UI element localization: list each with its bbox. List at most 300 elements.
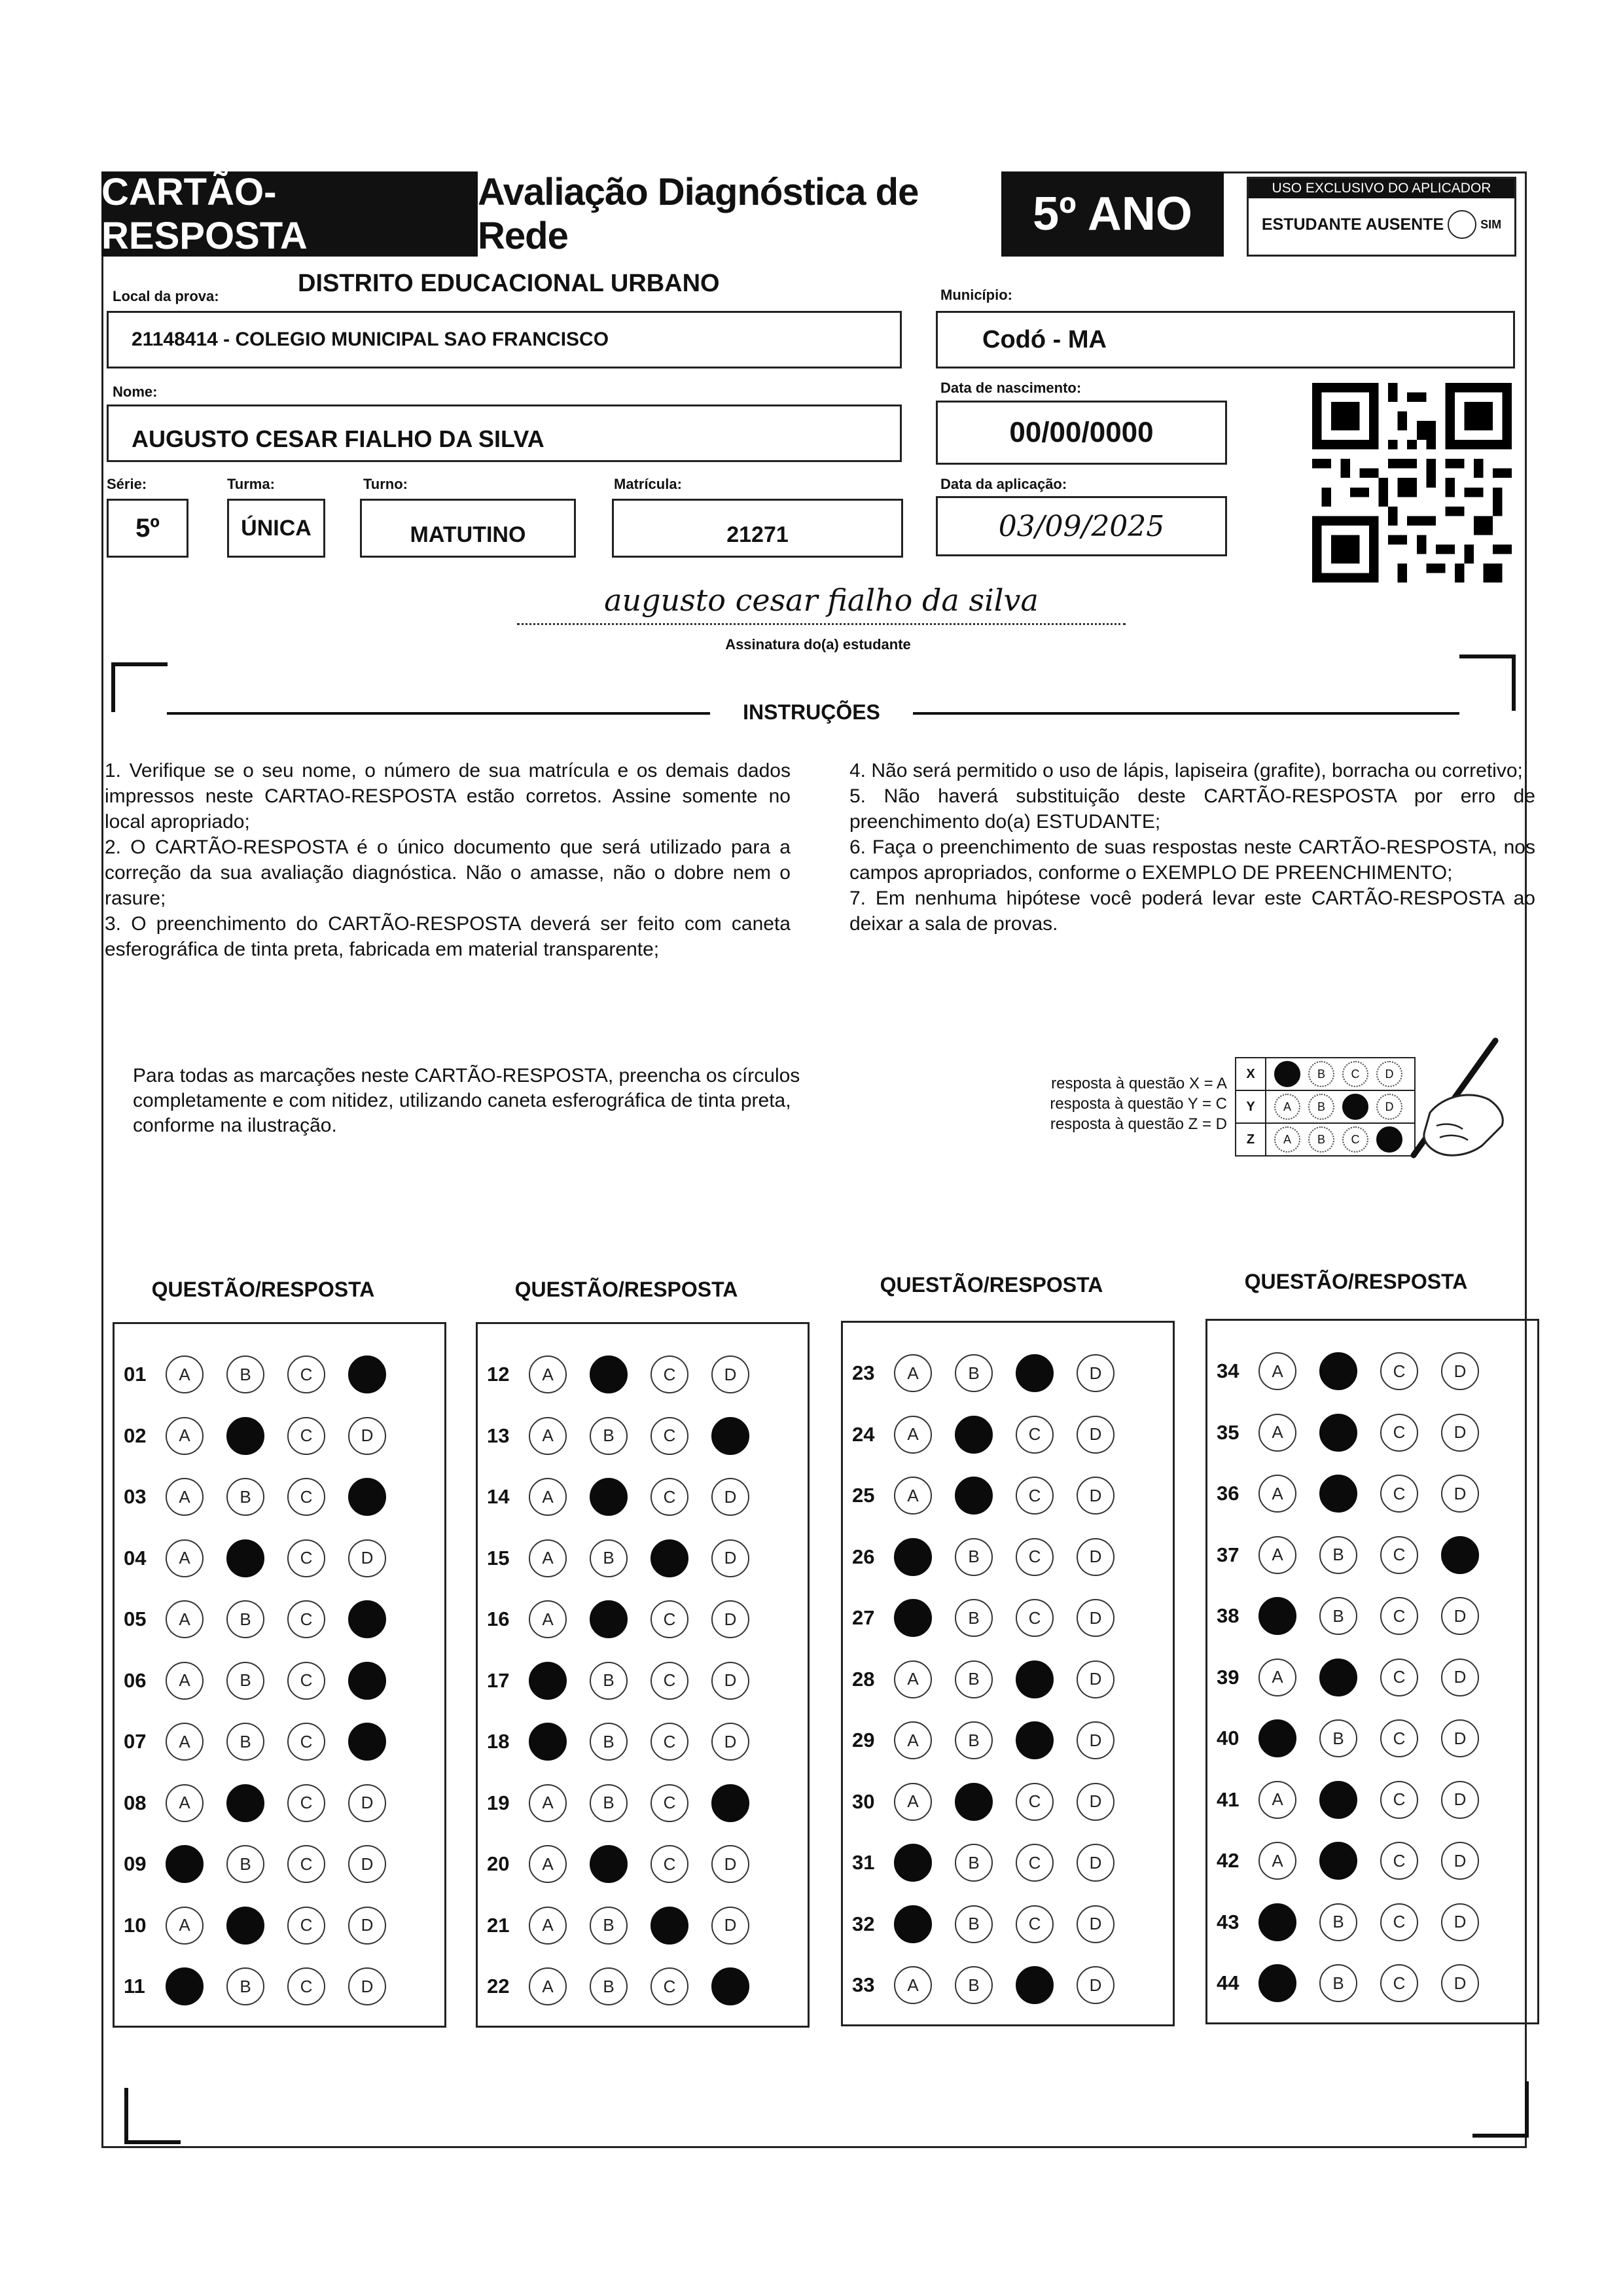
answer-bubble-c[interactable]: C <box>287 1539 325 1577</box>
answer-bubble-b[interactable]: B <box>590 1784 628 1822</box>
question-number: 42 <box>1217 1849 1240 1872</box>
answer-bubble-c[interactable]: C <box>1016 1599 1054 1637</box>
answer-bubble-c[interactable]: C <box>287 1417 325 1455</box>
answer-bubble-c[interactable]: C <box>287 1355 325 1393</box>
question-number: 24 <box>852 1422 875 1446</box>
answer-bubble-b[interactable] <box>1319 1475 1357 1513</box>
serie-label: Série: <box>107 476 147 492</box>
example-line-z: resposta à questão Z = D <box>1050 1115 1227 1133</box>
answer-bubble-d[interactable]: D <box>1077 1538 1115 1576</box>
question-row <box>843 1473 1173 1518</box>
answer-bubble-a[interactable] <box>166 1845 204 1883</box>
answer-bubble-c[interactable]: C <box>1380 1352 1418 1390</box>
answer-bubble-d[interactable]: D <box>711 1478 749 1516</box>
answer-column-title: QUESTÃO/RESPOSTA <box>1244 1270 1468 1293</box>
answer-bubble-d[interactable]: D <box>1441 1414 1479 1452</box>
answer-bubble-a[interactable]: A <box>894 1416 932 1454</box>
question-row <box>843 1840 1173 1886</box>
answer-bubble-d[interactable] <box>348 1723 386 1761</box>
answer-bubble-a[interactable]: A <box>166 1539 204 1577</box>
answer-bubble-b[interactable]: B <box>590 1723 628 1761</box>
assessment-name: Avaliação Diagnóstica de Rede <box>478 171 1001 257</box>
answer-bubble-b[interactable]: B <box>1319 1719 1357 1757</box>
answer-bubble-d[interactable]: D <box>1077 1354 1115 1392</box>
question-number: 36 <box>1217 1482 1240 1505</box>
answer-bubble-b[interactable] <box>955 1416 993 1454</box>
answer-bubble-d[interactable] <box>711 1417 749 1455</box>
answer-bubble-c[interactable]: C <box>1380 1475 1418 1513</box>
pen-hand-icon <box>1384 1034 1508 1172</box>
answer-bubble-d[interactable]: D <box>1441 1781 1479 1819</box>
answer-bubble-d[interactable]: D <box>711 1355 749 1393</box>
answer-bubble-b[interactable]: B <box>226 1845 264 1883</box>
question-row <box>478 1658 808 1704</box>
instructions-left <box>105 758 791 962</box>
question-number: 43 <box>1217 1910 1240 1933</box>
answer-bubble-c[interactable]: C <box>1380 1964 1418 2002</box>
answer-bubble-b[interactable]: B <box>955 1721 993 1759</box>
answer-bubble-c[interactable]: C <box>651 1600 688 1638</box>
question-row <box>478 1413 808 1459</box>
answer-bubble-b[interactable] <box>955 1783 993 1821</box>
answer-bubble-c[interactable] <box>1016 1721 1054 1759</box>
turno-label: Turno: <box>363 476 408 492</box>
answer-bubble-a[interactable] <box>894 1538 932 1576</box>
question-number: 20 <box>487 1852 510 1875</box>
question-number: 23 <box>852 1361 875 1384</box>
answer-bubble-d[interactable]: D <box>348 1784 386 1822</box>
answer-bubble-c[interactable]: C <box>287 1967 325 2005</box>
nascimento-field: 00/00/0000 <box>936 401 1227 465</box>
example-bubble-c <box>1342 1094 1368 1120</box>
answer-bubble-c[interactable] <box>1016 1354 1054 1392</box>
answer-bubble-a[interactable] <box>894 1599 932 1637</box>
answer-bubble-d[interactable]: D <box>711 1662 749 1700</box>
answer-bubble-c[interactable]: C <box>1016 1538 1054 1576</box>
example-legend <box>1008 1073 1227 1134</box>
answer-bubble-a[interactable]: A <box>166 1907 204 1945</box>
answer-bubble-c[interactable]: C <box>1380 1719 1418 1757</box>
answer-bubble-b[interactable] <box>1319 1781 1357 1819</box>
question-number: 16 <box>487 1607 510 1630</box>
answer-bubble-d[interactable] <box>348 1600 386 1638</box>
answer-bubble-c[interactable]: C <box>651 1967 688 2005</box>
question-row <box>115 1596 444 1642</box>
answer-bubble-a[interactable]: A <box>1258 1536 1296 1574</box>
municipio-label: Município: <box>940 287 1012 303</box>
answer-bubble-a[interactable]: A <box>166 1478 204 1516</box>
answer-bubble-d[interactable]: D <box>1441 1964 1479 2002</box>
answer-bubble-d[interactable]: D <box>711 1600 749 1638</box>
answer-bubble-c[interactable]: C <box>287 1907 325 1945</box>
question-row <box>1207 1960 1537 2006</box>
answer-bubble-b[interactable]: B <box>590 1417 628 1455</box>
answer-bubble-a[interactable]: A <box>894 1966 932 2004</box>
question-number: 44 <box>1217 1971 1240 1994</box>
question-row <box>1207 1532 1537 1578</box>
question-number: 19 <box>487 1791 510 1814</box>
question-number: 09 <box>124 1852 147 1875</box>
local-value: DISTRITO EDUCACIONAL URBANO <box>298 270 720 297</box>
signature-label: Assinatura do(a) estudante <box>725 636 911 653</box>
nome-label: Nome: <box>113 384 158 400</box>
question-row <box>478 1964 808 2009</box>
answer-bubble-a[interactable]: A <box>166 1662 204 1700</box>
grade-label: 5º ANO <box>1001 171 1224 257</box>
answer-bubble-b[interactable] <box>1319 1659 1357 1696</box>
answer-bubble-c[interactable]: C <box>1016 1416 1054 1454</box>
question-row <box>478 1474 808 1520</box>
question-row <box>478 1841 808 1887</box>
answer-bubble-a[interactable] <box>529 1723 567 1761</box>
example-bubble-d: D <box>1376 1061 1402 1087</box>
answer-bubble-a[interactable]: A <box>894 1721 932 1759</box>
question-row <box>843 1534 1173 1580</box>
answer-bubble-c[interactable]: C <box>651 1662 688 1700</box>
question-row <box>115 1474 444 1520</box>
answer-bubble-d[interactable]: D <box>1441 1597 1479 1635</box>
instruction-3: 3. O preenchimento do CARTÃO-RESPOSTA deverá ser feito com caneta esferográfica de tinta preta, fabricada em material transparente; <box>105 913 791 960</box>
answer-bubble-c[interactable] <box>1016 1660 1054 1698</box>
question-number: 37 <box>1217 1543 1240 1566</box>
question-number: 22 <box>487 1975 510 1998</box>
answer-bubble-b[interactable]: B <box>226 1355 264 1393</box>
question-row <box>115 1780 444 1826</box>
answer-bubble-d[interactable]: D <box>711 1845 749 1883</box>
turma-field: ÚNICA <box>227 499 325 558</box>
aplicacao-label: Data da aplicação: <box>940 476 1067 492</box>
answer-bubble-a[interactable] <box>166 1967 204 2005</box>
absent-option: SIM <box>1480 217 1502 231</box>
answer-column-1 <box>113 1322 446 2028</box>
answer-bubble-b[interactable]: B <box>1319 1903 1357 1941</box>
answer-bubble-d[interactable]: D <box>1441 1352 1479 1390</box>
question-row <box>1207 1348 1537 1394</box>
answer-bubble-b[interactable]: B <box>955 1354 993 1392</box>
answer-bubble-b[interactable] <box>226 1539 264 1577</box>
example-bubble-c: C <box>1342 1126 1368 1153</box>
admin-box <box>1247 177 1516 257</box>
answer-bubble-a[interactable]: A <box>166 1784 204 1822</box>
answer-bubble-b[interactable]: B <box>226 1967 264 2005</box>
answer-bubble-a[interactable]: A <box>166 1600 204 1638</box>
example-row-label: Y <box>1235 1090 1266 1124</box>
answer-bubble-b[interactable] <box>590 1845 628 1883</box>
answer-bubble-c[interactable]: C <box>287 1600 325 1638</box>
answer-bubble-d[interactable] <box>348 1355 386 1393</box>
answer-bubble-a[interactable] <box>1258 1597 1296 1635</box>
answer-bubble-d[interactable]: D <box>1077 1783 1115 1821</box>
question-number: 11 <box>124 1975 145 1998</box>
answer-bubble-a[interactable]: A <box>1258 1781 1296 1819</box>
answer-bubble-b[interactable]: B <box>1319 1597 1357 1635</box>
answer-bubble-b[interactable]: B <box>955 1599 993 1637</box>
question-number: 03 <box>124 1485 147 1508</box>
example-bubble-b: B <box>1308 1094 1334 1120</box>
answer-bubble-b[interactable] <box>226 1417 264 1455</box>
answer-bubble-c[interactable]: C <box>651 1355 688 1393</box>
answer-bubble-d[interactable] <box>348 1478 386 1516</box>
answer-bubble-a[interactable]: A <box>1258 1659 1296 1696</box>
answer-column-title: QUESTÃO/RESPOSTA <box>514 1278 738 1301</box>
instruction-2: 2. O CARTÃO-RESPOSTA é o único documento que será utilizado para a correção da sua avaliação diagnóstica. Não o amasse, não o dobre nem o rasure; <box>105 836 791 909</box>
answer-bubble-c[interactable]: C <box>651 1417 688 1455</box>
answer-bubble-c[interactable]: C <box>1380 1659 1418 1696</box>
answer-bubble-d[interactable]: D <box>1441 1659 1479 1696</box>
answer-bubble-a[interactable]: A <box>529 1539 567 1577</box>
answer-bubble-a[interactable]: A <box>894 1477 932 1515</box>
question-row <box>1207 1899 1537 1945</box>
answer-bubble-d[interactable] <box>1441 1536 1479 1574</box>
nome-field: AUGUSTO CESAR FIALHO DA SILVA <box>107 404 902 462</box>
answer-bubble-b[interactable]: B <box>955 1844 993 1882</box>
answer-bubble-b[interactable]: B <box>1319 1536 1357 1574</box>
answer-bubble-d[interactable]: D <box>1077 1905 1115 1943</box>
answer-bubble-a[interactable]: A <box>1258 1842 1296 1880</box>
answer-bubble-a[interactable]: A <box>1258 1352 1296 1390</box>
answer-bubble-b[interactable] <box>590 1355 628 1393</box>
answer-bubble-c[interactable]: C <box>1016 1477 1054 1515</box>
answer-bubble-c[interactable]: C <box>651 1723 688 1761</box>
answer-bubble-b[interactable]: B <box>590 1967 628 2005</box>
question-row <box>478 1780 808 1826</box>
answer-bubble-a[interactable]: A <box>1258 1475 1296 1513</box>
answer-bubble-c[interactable]: C <box>287 1478 325 1516</box>
answer-bubble-d[interactable]: D <box>348 1967 386 2005</box>
instruction-4: 4. Não será permitido o uso de lápis, lapiseira (grafite), borracha ou corretivo; <box>849 760 1523 781</box>
answer-bubble-a[interactable]: A <box>529 1907 567 1945</box>
answer-bubble-a[interactable]: A <box>529 1845 567 1883</box>
answer-bubble-b[interactable]: B <box>955 1660 993 1698</box>
answer-bubble-c[interactable]: C <box>287 1723 325 1761</box>
corner-mark-top-right <box>1459 655 1516 711</box>
answer-bubble-d[interactable]: D <box>1077 1721 1115 1759</box>
question-number: 08 <box>124 1791 147 1814</box>
answer-bubble-d[interactable]: D <box>711 1723 749 1761</box>
answer-bubble-b[interactable]: B <box>226 1723 264 1761</box>
example-bubble-a: A <box>1274 1094 1300 1120</box>
answer-bubble-a[interactable] <box>894 1844 932 1882</box>
matricula-label: Matrícula: <box>614 476 682 492</box>
example-row-label: X <box>1235 1057 1266 1091</box>
question-number: 15 <box>487 1546 510 1570</box>
answer-bubble-c[interactable]: C <box>287 1845 325 1883</box>
question-row <box>115 1719 444 1765</box>
answer-bubble-c[interactable]: C <box>287 1662 325 1700</box>
answer-bubble-c[interactable]: C <box>1016 1844 1054 1882</box>
question-row <box>1207 1593 1537 1639</box>
example-row-label: Z <box>1235 1122 1266 1157</box>
question-number: 26 <box>852 1545 875 1568</box>
answer-bubble-a[interactable]: A <box>894 1354 932 1392</box>
answer-bubble-d[interactable]: D <box>1441 1475 1479 1513</box>
answer-bubble-b[interactable]: B <box>590 1662 628 1700</box>
question-row <box>1207 1777 1537 1823</box>
answer-column-title: QUESTÃO/RESPOSTA <box>151 1278 375 1301</box>
answer-bubble-b[interactable] <box>226 1907 264 1945</box>
answer-column-4 <box>1205 1319 1539 2024</box>
answer-bubble-d[interactable]: D <box>1441 1719 1479 1757</box>
answer-bubble-d[interactable]: D <box>348 1417 386 1455</box>
question-row <box>1207 1410 1537 1456</box>
matricula-field: 21271 <box>612 499 903 558</box>
answer-bubble-d[interactable] <box>348 1662 386 1700</box>
answer-bubble-d[interactable]: D <box>1077 1844 1115 1882</box>
answer-bubble-d[interactable]: D <box>1077 1416 1115 1454</box>
answer-bubble-d[interactable]: D <box>1077 1477 1115 1515</box>
answer-bubble-a[interactable] <box>894 1905 932 1943</box>
answer-bubble-a[interactable] <box>529 1662 567 1700</box>
question-row <box>1207 1715 1537 1761</box>
answer-bubble-b[interactable]: B <box>590 1907 628 1945</box>
answer-bubble-b[interactable]: B <box>955 1905 993 1943</box>
answer-bubble-c[interactable]: C <box>651 1784 688 1822</box>
serie-field: 5º <box>107 499 188 558</box>
question-number: 14 <box>487 1485 510 1508</box>
example-bubble-a <box>1274 1061 1300 1087</box>
answer-bubble-a[interactable]: A <box>166 1355 204 1393</box>
question-row <box>115 1964 444 2009</box>
answer-column-2 <box>476 1322 810 2028</box>
answer-bubble-c[interactable]: C <box>1016 1905 1054 1943</box>
corner-mark-top-left <box>111 662 168 712</box>
answer-bubble-b[interactable] <box>1319 1842 1357 1880</box>
sheet-title: CARTÃO-RESPOSTA <box>101 171 478 257</box>
question-number: 39 <box>1217 1665 1240 1689</box>
answer-bubble-d[interactable]: D <box>1441 1842 1479 1880</box>
answer-bubble-c[interactable]: C <box>1380 1597 1418 1635</box>
question-row <box>115 1903 444 1948</box>
answer-bubble-c[interactable]: C <box>1380 1903 1418 1941</box>
question-number: 38 <box>1217 1604 1240 1627</box>
answer-bubble-d[interactable]: D <box>348 1539 386 1577</box>
instructions-rule-left <box>167 712 710 715</box>
answer-bubble-a[interactable]: A <box>1258 1414 1296 1452</box>
answer-bubble-b[interactable] <box>1319 1352 1357 1390</box>
answer-bubble-a[interactable]: A <box>166 1417 204 1455</box>
question-number: 21 <box>487 1913 510 1937</box>
answer-bubble-b[interactable]: B <box>955 1966 993 2004</box>
example-bubble-d: D <box>1376 1094 1402 1120</box>
question-number: 33 <box>852 1973 875 1996</box>
question-number: 02 <box>124 1424 147 1447</box>
fill-note: Para todas as marcações neste CARTÃO-RESPOSTA, preencha os círculos completamente e com nitidez, utilizando caneta esferográfica de tinta preta, conforme na ilustração. <box>133 1065 800 1136</box>
question-row <box>843 1350 1173 1396</box>
absent-bubble[interactable] <box>1448 210 1476 239</box>
question-number: 25 <box>852 1484 875 1507</box>
turno-field: MATUTINO <box>360 499 576 558</box>
answer-bubble-c[interactable]: C <box>651 1478 688 1516</box>
answer-bubble-b[interactable] <box>226 1784 264 1822</box>
question-number: 41 <box>1217 1787 1240 1811</box>
answer-bubble-b[interactable] <box>590 1478 628 1516</box>
answer-bubble-a[interactable]: A <box>894 1660 932 1698</box>
question-row <box>478 1903 808 1948</box>
answer-bubble-a[interactable]: A <box>529 1600 567 1638</box>
answer-bubble-d[interactable]: D <box>711 1907 749 1945</box>
turma-label: Turma: <box>227 476 275 492</box>
answer-bubble-c[interactable]: C <box>1380 1414 1418 1452</box>
answer-bubble-c[interactable]: C <box>1380 1781 1418 1819</box>
answer-bubble-d[interactable]: D <box>348 1845 386 1883</box>
answer-bubble-d[interactable] <box>711 1967 749 2005</box>
example-line-x: resposta à questão X = A <box>1051 1075 1227 1092</box>
question-row <box>843 1717 1173 1763</box>
answer-bubble-b[interactable]: B <box>226 1600 264 1638</box>
answer-bubble-c[interactable] <box>651 1539 688 1577</box>
question-row <box>115 1352 444 1397</box>
instruction-1: 1. Verifique se o seu nome, o número de sua matrícula e os demais dados impressos neste CARTAO-RESPOSTA estão corretos. Assine somente no local apropriado; <box>105 760 791 833</box>
question-number: 13 <box>487 1424 510 1447</box>
answer-bubble-a[interactable] <box>1258 1903 1296 1941</box>
answer-bubble-d[interactable]: D <box>348 1907 386 1945</box>
answer-bubble-b[interactable]: B <box>590 1539 628 1577</box>
admin-note: USO EXCLUSIVO DO APLICADOR <box>1249 179 1514 198</box>
absent-label: ESTUDANTE AUSENTE <box>1261 215 1444 234</box>
answer-bubble-a[interactable]: A <box>529 1355 567 1393</box>
question-number: 27 <box>852 1606 875 1629</box>
example-bubble-a: A <box>1274 1126 1300 1153</box>
answer-bubble-b[interactable]: B <box>226 1662 264 1700</box>
answer-bubble-c[interactable]: C <box>287 1784 325 1822</box>
school-field: 21148414 - COLEGIO MUNICIPAL SAO FRANCISCO <box>107 311 902 368</box>
answer-bubble-c[interactable]: C <box>1380 1536 1418 1574</box>
answer-bubble-b[interactable]: B <box>226 1478 264 1516</box>
example-bubble-b: B <box>1308 1061 1334 1087</box>
answer-bubble-a[interactable]: A <box>529 1417 567 1455</box>
question-number: 30 <box>852 1789 875 1813</box>
aplicacao-field: 03/09/2025 <box>936 496 1227 556</box>
question-row <box>115 1535 444 1581</box>
municipio-field: Codó - MA <box>936 311 1515 368</box>
answer-column-title: QUESTÃO/RESPOSTA <box>880 1273 1103 1297</box>
answer-bubble-a[interactable]: A <box>894 1783 932 1821</box>
answer-bubble-a[interactable]: A <box>166 1723 204 1761</box>
question-number: 29 <box>852 1729 875 1751</box>
answer-bubble-d[interactable]: D <box>711 1539 749 1577</box>
question-row <box>1207 1655 1537 1700</box>
answer-bubble-a[interactable]: A <box>529 1784 567 1822</box>
answer-bubble-d[interactable]: D <box>1077 1660 1115 1698</box>
answer-bubble-c[interactable]: C <box>1016 1783 1054 1821</box>
question-number: 40 <box>1217 1727 1240 1749</box>
answer-bubble-d[interactable] <box>711 1784 749 1822</box>
answer-bubble-b[interactable]: B <box>1319 1964 1357 2002</box>
answer-bubble-a[interactable]: A <box>529 1967 567 2005</box>
question-row <box>843 1901 1173 1947</box>
answer-bubble-a[interactable] <box>1258 1719 1296 1757</box>
answer-bubble-a[interactable] <box>1258 1964 1296 2002</box>
answer-bubble-d[interactable]: D <box>1077 1599 1115 1637</box>
answer-bubble-c[interactable]: C <box>651 1845 688 1883</box>
question-number: 04 <box>124 1546 147 1570</box>
answer-bubble-b[interactable]: B <box>955 1538 993 1576</box>
answer-bubble-c[interactable] <box>1016 1966 1054 2004</box>
answer-bubble-a[interactable]: A <box>529 1478 567 1516</box>
answer-bubble-b[interactable] <box>1319 1414 1357 1452</box>
answer-bubble-b[interactable] <box>955 1477 993 1515</box>
answer-bubble-c[interactable]: C <box>1380 1842 1418 1880</box>
corner-mark-bottom-left <box>124 2088 181 2144</box>
question-row <box>115 1658 444 1704</box>
answer-bubble-d[interactable]: D <box>1441 1903 1479 1941</box>
instruction-5: 5. Não haverá substituição deste CARTÃO-RESPOSTA por erro de preenchimento do(a) ESTUDANTE; <box>849 785 1535 833</box>
answer-bubble-b[interactable] <box>590 1600 628 1638</box>
answer-bubble-d[interactable]: D <box>1077 1966 1115 2004</box>
question-row <box>843 1779 1173 1825</box>
absent-row <box>1249 198 1514 251</box>
answer-bubble-c[interactable] <box>651 1907 688 1945</box>
